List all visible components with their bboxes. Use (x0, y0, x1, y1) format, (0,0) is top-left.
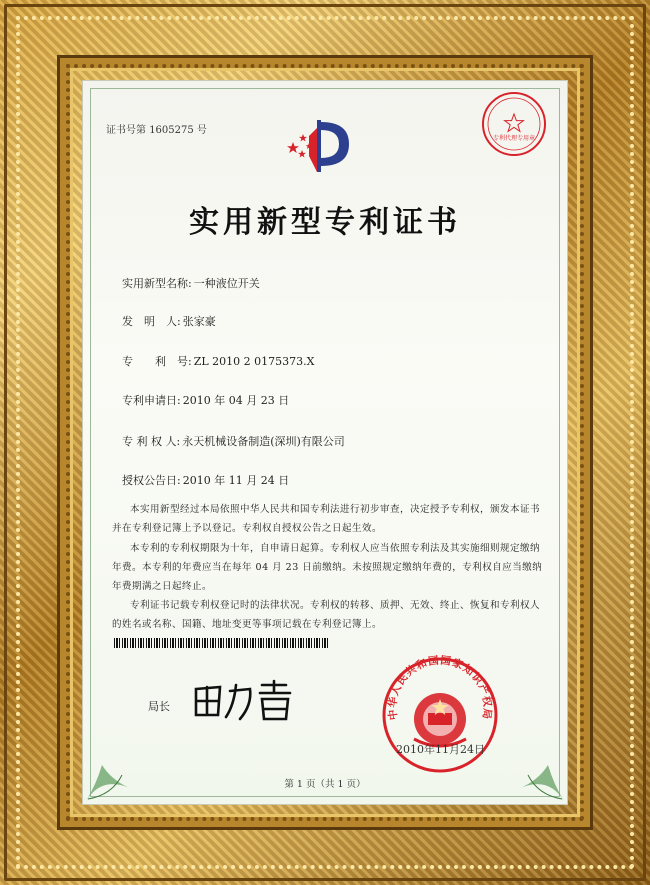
field-value: 2010 年 11 月 24 日 (182, 474, 290, 487)
seal-date: 2010年11月24日 (396, 743, 485, 756)
patent-office-emblem (287, 116, 357, 176)
barcode (114, 638, 329, 648)
paragraph-term-and-fees: 本专利的专利权期限为十年，自申请日起算。专利权人应当依照专利法及其实施细则规定缴纳年费。本专利的年费应当在每年 04 月 23 日前缴纳。未按照规定缴纳年费的，专利权自应当缴纳年费期满之日起终止。 (112, 543, 543, 592)
field-value: 一种液位开关 (193, 277, 260, 290)
certificate-number-label: 证书号第 (106, 125, 146, 136)
field-patentee (122, 433, 345, 449)
field-grant-date (122, 472, 289, 488)
paragraph-grant-notice: 本实用新型经过本局依照中华人民共和国专利法进行初步审查，决定授予专利权，颁发本证书并在专利登记簿上予以登记。专利权自授权公告之日起生效。 (112, 504, 541, 534)
page-number: 第 1 页（共 1 页） (284, 779, 366, 790)
floral-corner-bottom-right (508, 745, 568, 805)
field-label: 专利申请日: (122, 394, 181, 407)
patent-agency-stamp-text: 专利代理专用章 (492, 135, 536, 142)
field-value: 永天机械设备制造(深圳)有限公司 (182, 435, 345, 448)
field-label: 专 利 权 人: (122, 435, 181, 448)
field-label: 发 明 人: (122, 315, 181, 328)
certificate-paper (82, 80, 568, 805)
field-label: 授权公告日: (122, 474, 181, 487)
official-seal (380, 655, 500, 775)
certificate-number (106, 121, 207, 136)
floral-corner-bottom-left (82, 745, 142, 805)
certificate-number-value: 1605275 (149, 125, 194, 136)
field-label: 实用新型名称: (122, 277, 192, 290)
certificate-title: 实用新型专利证书 (189, 205, 461, 240)
field-value: 2010 年 04 月 23 日 (182, 394, 290, 407)
field-patent-number (122, 353, 314, 369)
field-inventor (122, 313, 216, 329)
field-label: 专 利 号: (122, 355, 192, 368)
patent-agency-stamp (480, 90, 548, 158)
field-value: ZL 2010 2 0175373.X (193, 355, 315, 368)
field-utility-model-name (122, 275, 260, 291)
seal-ring-text: 中华人民共和国国家知识产权局 (386, 655, 494, 721)
director-label: 局长 (148, 700, 170, 713)
field-value: 张家豪 (182, 315, 216, 328)
paragraph-legal-status: 专利证书记载专利权登记时的法律状况。专利权的转移、质押、无效、终止、恢复和专利权人的姓名或名称、国籍、地址变更等事项记载在专利登记簿上。 (112, 600, 541, 630)
director-signature (190, 675, 300, 725)
certificate-number-suffix: 号 (196, 125, 207, 136)
field-application-date (122, 392, 289, 408)
